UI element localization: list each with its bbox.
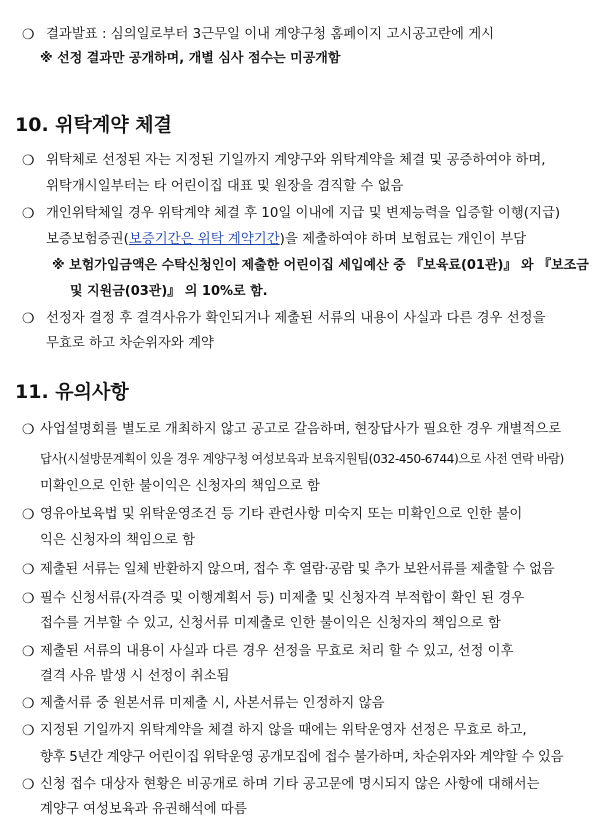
bullet-icon: ❍ (22, 311, 35, 327)
bullet-icon: ❍ (22, 153, 35, 169)
section-10-item-2-line-2 (46, 231, 526, 249)
section-10-item-1-line-1: 위탁체로 선정된 자는 지정된 기일까지 계양구와 위탁계약을 체결 및 공증하여야 하며, (46, 153, 546, 168)
section-11-item-6-line-1: 제출서류 중 원본서류 미제출 시, 사본서류는 인정하지 않음 (40, 696, 385, 711)
bullet-icon: ❍ (22, 696, 35, 712)
section-11-item-7-line-2: 향후 5년간 계양구 어린이집 위탁운영 공개모집에 접수 불가하며, 차순위자와 계약할 수 있음 (40, 750, 564, 765)
section-10-item-3-line-1: 선정자 결정 후 결격사유가 확인되거나 제출된 서류의 내용이 사실과 다른 경우 선정을 (46, 311, 546, 326)
section-10-item-2-line-2-post: )을 제출하여야 하며 보험료는 개인이 부담 (279, 232, 527, 247)
section-11-item-4-line-1: 필수 신청서류(자격증 및 이행계획서 등) 미제출 및 신청자격 부적합이 확인 된 경우 (40, 591, 525, 606)
insurance-note-line-2: 및 지원금(03관)』 의 10%로 함. (70, 284, 268, 299)
insurance-note-line-1: ※ 보험가입금액은 수탁신청인이 제출한 어린이집 세입예산 중 『보육료(01관)』 와 『보조금 (52, 258, 589, 273)
bullet-icon: ❍ (22, 723, 35, 739)
result-announcement-text: 결과발표 : 심의일로부터 3근무일 이내 계양구청 홈페이지 고시공고란에 게시 (46, 27, 495, 42)
bullet-icon: ❍ (22, 562, 35, 578)
bullet-icon: ❍ (22, 27, 35, 43)
bullet-icon: ❍ (22, 422, 35, 438)
bullet-icon: ❍ (22, 644, 35, 660)
section-11-item-8-line-1: 신청 접수 대상자 현황은 비공개로 하며 기타 공고문에 명시되지 않은 사항에 대해서는 (40, 777, 540, 792)
section-10-item-2-line-1: 개인위탁체일 경우 위탁계약 체결 후 10일 이내에 지급 및 변제능력을 입증할 이행(지급) (46, 206, 561, 221)
section-11-item-7-line-1: 지정된 기일까지 위탁계약을 체결 하지 않을 때에는 위탁운영자 선정은 무효로 하고, (40, 723, 527, 738)
section-11-item-3-line-1: 제출된 서류는 일체 반환하지 않으며, 접수 후 열람·공람 및 추가 보완서류를 제출할 수 없음 (40, 562, 555, 577)
bullet-icon: ❍ (22, 777, 35, 793)
section-11-item-1-line-2: 답사(시설방문계획이 있을 경우 계양구청 여성보육과 보육지원팀(032-450-6744)으로 사전 연락 바람) (40, 452, 564, 466)
result-note: ※ 선정 결과만 공개하며, 개별 심사 점수는 미공개함 (40, 51, 341, 66)
section-11-item-8-line-2: 계양구 여성보육과 유권해석에 따름 (40, 802, 247, 817)
section-11-item-1-line-3: 미확인으로 인한 불이익은 신청자의 책임으로 함 (40, 479, 320, 494)
section-11-item-1-line-1: 사업설명회를 별도로 개최하지 않고 공고로 갈음하며, 현장답사가 필요한 경우 개별적으로 (40, 422, 562, 437)
section-11-item-2-line-1: 영유아보육법 및 위탁운영조건 등 기타 관련사항 미숙지 또는 미확인으로 인한 불이 (40, 507, 523, 522)
guarantee-period-link: 보증기간은 위탁 계약기간 (128, 232, 280, 247)
bullet-icon: ❍ (22, 507, 35, 523)
section-10-item-3-line-2: 무효로 하고 차순위자와 계약 (46, 336, 214, 351)
bullet-icon: ❍ (22, 206, 35, 222)
section-10-item-2-line-2-pre: 보증보험증권( (46, 232, 129, 247)
section-11-title: 11. 유의사항 (15, 381, 129, 403)
section-11-item-5-line-2: 결격 사유 발생 시 선정이 취소됨 (40, 669, 230, 684)
section-11-item-4-line-2: 접수를 거부할 수 있고, 신청서류 미제출로 인한 불이익은 신청자의 책임으로 함 (40, 616, 501, 631)
section-11-item-2-line-2: 익은 신청자의 책임으로 함 (40, 533, 196, 548)
bullet-icon: ❍ (22, 591, 35, 607)
section-10-item-1-line-2: 위탁개시일부터는 타 어린이집 대표 및 원장을 겸직할 수 없음 (46, 179, 404, 194)
section-10-title: 10. 위탁계약 체결 (15, 114, 173, 136)
section-11-item-5-line-1: 제출된 서류의 내용이 사실과 다른 경우 선정을 무효로 처리 할 수 있고, 선정 이후 (40, 644, 514, 659)
